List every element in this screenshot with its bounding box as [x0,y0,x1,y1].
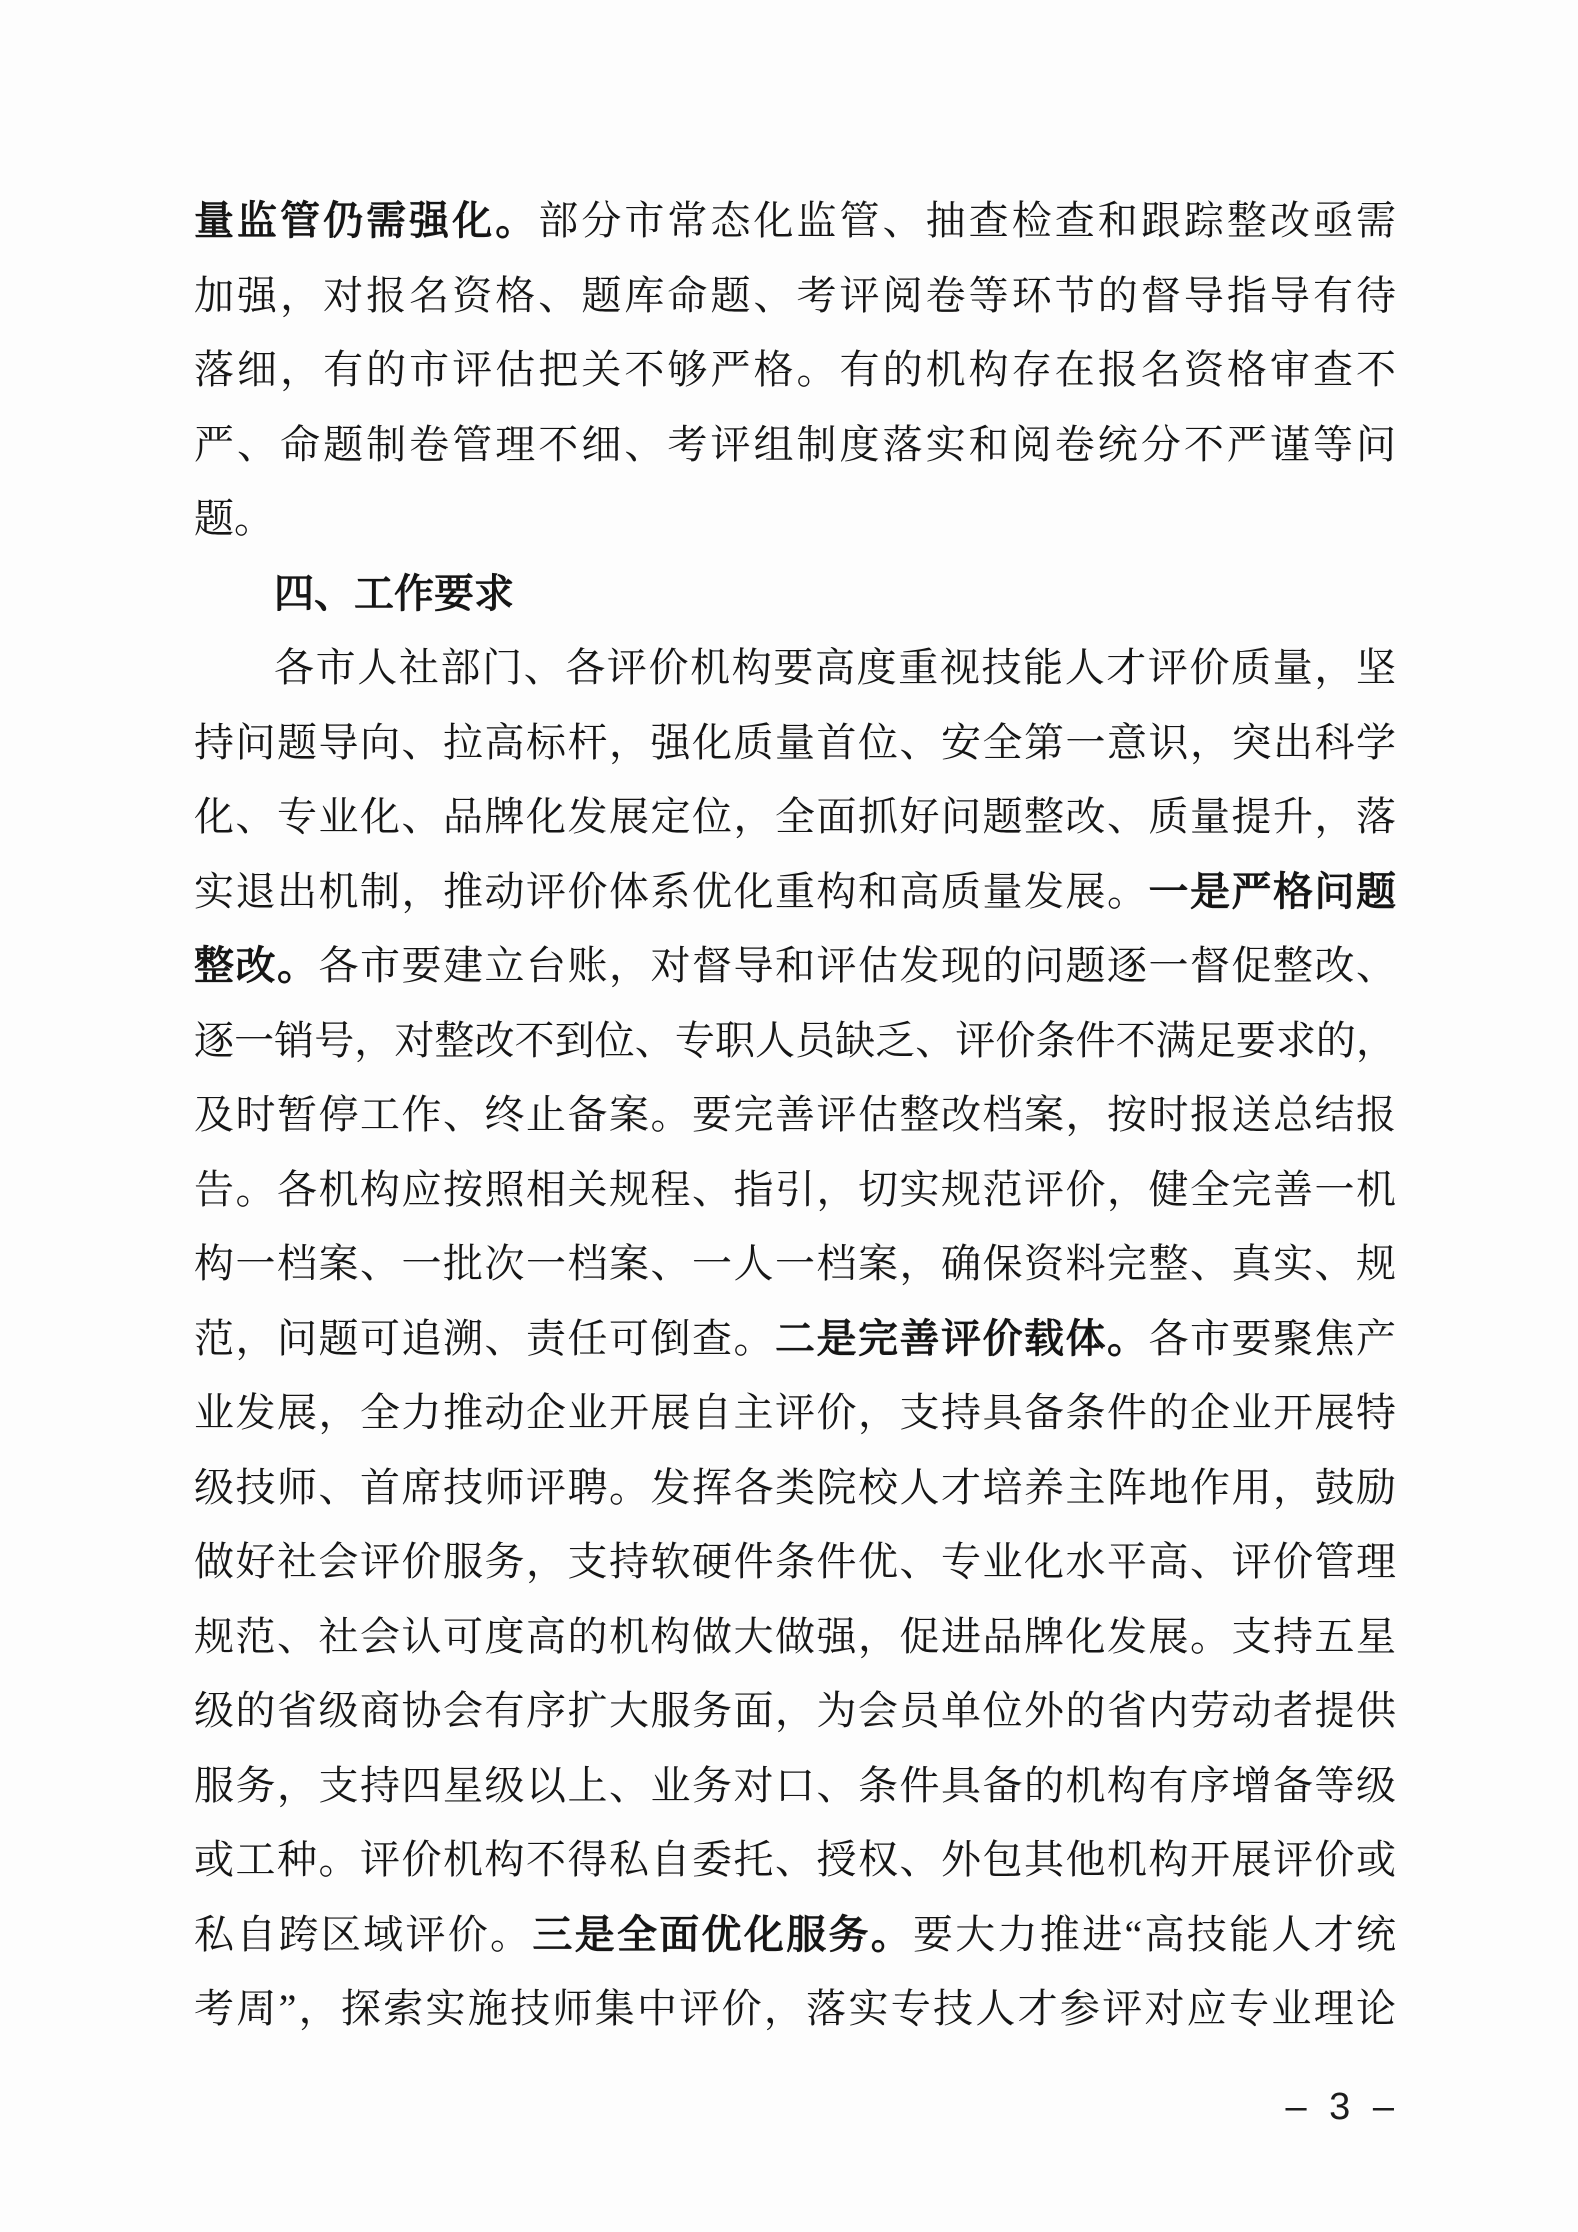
text-line [194,1600,1396,1675]
bold-text-run: 整改。 [194,944,319,988]
text-line [194,1898,1396,1973]
bold-text-run: 二是完善评价载体。 [775,1316,1149,1361]
text-line [194,1004,1396,1079]
bold-text-run: 量监管仍需强化。 [194,199,539,243]
text-line [194,1749,1396,1824]
text-line [194,631,1396,706]
text-line [194,706,1396,781]
text-line [194,333,1396,408]
section-heading [194,557,1396,632]
text-line [194,929,1396,1004]
text-line [194,1078,1396,1153]
text-run: 各市要建立台账，对督导和评估发现的问题逐一督促整改、 [318,943,1396,988]
bold-text-run: 一是严格问题 [1148,869,1396,914]
text-run: 考周”，探索实施技师集中评价，落实专技人才参评对应专业理论 [194,1986,1396,2031]
text-run: 实退出机制，推动评价体系优化重构和高质量发展。 [194,868,1149,914]
text-line [194,259,1396,334]
page-number: – 3 – [1285,2086,1400,2128]
text-line [194,1451,1396,1526]
text-run: 或工种。评价机构不得私自委托、授权、外包其他机构开展评价或 [194,1837,1396,1882]
text-run: 要大力推进“高技能人才统 [913,1911,1397,1957]
text-run: 题。 [194,496,274,541]
text-line [194,1525,1396,1600]
text-line [194,1674,1396,1749]
text-line [194,482,1396,557]
text-run: 落细，有的市评估把关不够严格。有的机构存在报名资格审查不 [194,347,1396,392]
text-line [194,1376,1396,1451]
text-run: 部分市常态化监管、抽查检查和跟踪整改亟需 [538,198,1396,243]
text-run: 各市要聚焦产 [1148,1315,1396,1361]
text-line [194,1153,1396,1228]
text-run: 级技师、首席技师评聘。发挥各类院校人才培养主阵地作用，鼓励 [194,1464,1396,1510]
text-line [194,408,1396,483]
text-run: 及时暂停工作、终止备案。要完善评估整改档案，按时报送总结报 [194,1092,1396,1137]
text-line [194,1823,1396,1898]
text-run: 各市人社部门、各评价机构要高度重视技能人才评价质量，坚 [274,645,1396,690]
document-body [194,184,1396,2047]
text-run: 加强，对报名资格、题库命题、考评阅卷等环节的督导指导有待 [194,272,1396,318]
text-run: 规范、社会认可度高的机构做大做强，促进品牌化发展。支持五星 [194,1613,1396,1659]
text-line [194,1972,1396,2047]
text-run: 构一档案、一批次一档案、一人一档案，确保资料完整、真实、规 [194,1241,1396,1286]
text-line [194,780,1396,855]
text-run: 持问题导向、拉高标杆，强化质量首位、安全第一意识，突出科学 [194,719,1396,765]
text-run: 严、命题制卷管理不细、考评组制度落实和阅卷统分不严谨等问 [194,421,1396,467]
text-run: 化、专业化、品牌化发展定位，全面抓好问题整改、质量提升，落 [194,794,1396,839]
text-run: 服务，支持四星级以上、业务对口、条件具备的机构有序增备等级 [194,1762,1396,1808]
bold-text-run: 三是全面优化服务。 [532,1912,914,1957]
bold-text-run: 四、工作要求 [274,571,514,616]
text-run: 范，问题可追溯、责任可倒查。 [194,1315,775,1361]
text-run: 级的省级商协会有序扩大服务面，为会员单位外的省内劳动者提供 [194,1688,1396,1733]
text-line [194,855,1396,930]
text-run: 私自跨区域评价。 [194,1911,533,1957]
text-line [194,1302,1396,1377]
text-run: 逐一销号，对整改不到位、专职人员缺乏、评价条件不满足要求的， [194,1017,1396,1063]
text-run: 业发展，全力推动企业开展自主评价，支持具备条件的企业开展特 [194,1390,1396,1435]
text-line [194,184,1396,259]
text-run: 做好社会评价服务，支持软硬件条件优、专业化水平高、评价管理 [194,1539,1396,1584]
text-line [194,1227,1396,1302]
text-run: 告。各机构应按照相关规程、指引，切实规范评价，健全完善一机 [194,1166,1396,1212]
